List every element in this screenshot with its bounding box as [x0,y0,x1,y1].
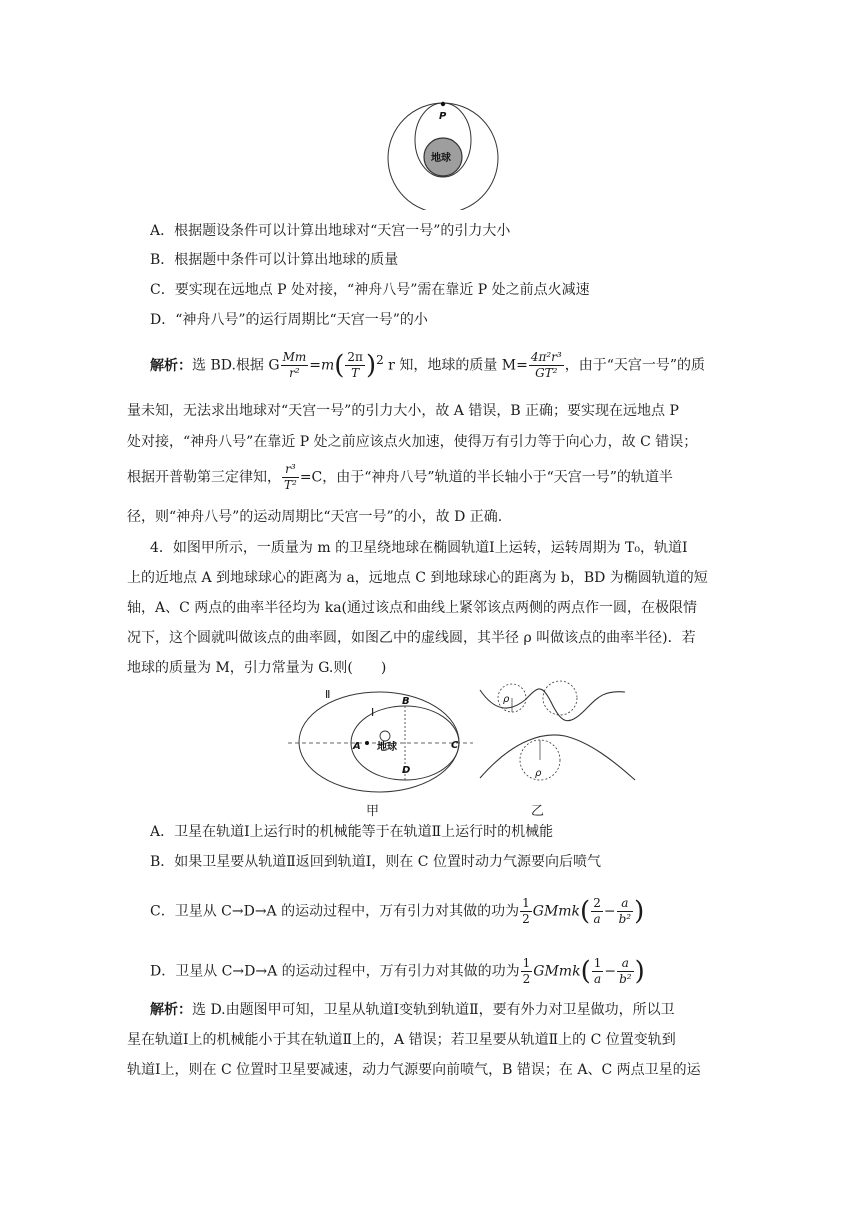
paren-open: ( [334,350,345,381]
fraction-mm-r2: $\frac{Mm}{\text{r²}}$ [282,350,307,381]
fraction-r3-t2: $\frac{\text{r³}}{\text{T²}}$ [284,462,297,492]
paren-close: ) [365,350,377,381]
label-c: C [451,740,459,751]
option-q4-b: B．如果卫星要从轨道Ⅱ返回到轨道Ⅰ，则在 C 位置时动力气源要向后喷气 [150,854,601,870]
question4-line4: 况下，这个圆就叫做该点的曲率圆，如图乙中的虚线圆，其半径 ρ 叫做该点的曲率半径)．若 [127,630,696,646]
gmmk-c: GMmk [532,903,581,920]
label-b: B [402,696,410,707]
option-q3-d: D．“神舟八号”的运行周期比“天宫一号”的小 [150,312,428,328]
exponent-2: 2 [376,353,384,367]
label-d: D [402,765,411,776]
question4-line2: 上的近地点 A 到地球球心的距离为 a，远地点 C 到地球球心的距离为 b，BD 为椭圆轨道的短 [127,570,708,586]
label-a: A [353,741,361,752]
solution-label: 解析： [150,357,192,374]
solution-q3-line5: 径，则“神舟八号”的运动周期比“天宫一号”的小，故 D 正确. [127,509,503,525]
solution-q3-text-b: r 知，地球的质量 M= [383,357,528,374]
fraction-2pi-t: $\frac{2\pi}{T}$ [347,350,363,381]
option-q3-c: C．要实现在远地点 P 处对接，“神舟八号”需在靠近 P 处之前点火减速 [150,282,590,298]
wave-curve [480,689,625,721]
solution-q4-line1 [127,1000,739,1020]
orbit-figure-top [385,100,505,210]
fraction-a-b2-d: $\frac{a}{\text{b²}}$ [619,956,632,986]
fraction-mass: $\frac{\text{4π²r³}}{\text{GT²}}$ [530,350,562,381]
label-rho-1: ρ [503,694,510,705]
figure-yi [475,680,645,790]
question4-line3: 轴，A、C 两点的曲率半径均为 ka(通过该点和曲线上紧邻该点两侧的两点作一圆，在极限情 [127,600,698,616]
paren-close-d: ) [634,956,645,987]
label-ii: Ⅱ [325,688,331,701]
fraction-1-a: $\frac{1}{a}$ [593,956,602,986]
caption-yi: 乙 [531,804,545,819]
label-earth: 地球 [431,153,451,164]
fraction-a-b2-c: $\frac{a}{\text{b²}}$ [618,896,632,926]
paren-close-c: ) [634,896,645,927]
option-q4-d: D．卫星从 C→D→A 的运动过程中，万有引力对其做的功为 $\frac{1}{2}$ GMmk( $\frac{1}{a}$ − $\frac{a}{\text{b²}}$ ) [150,956,645,987]
question4-line1: 4．如图甲所示，一质量为 m 的卫星绕地球在椭圆轨道Ⅰ上运转，运转周期为 T₀，轨道Ⅰ [150,540,688,556]
solution-q3-line4 [127,462,739,493]
paren-open-d: ( [580,956,591,987]
label-earth-q4: 地球 [377,742,397,753]
solution-q3-text-c: ，由于“天宫一号”的质 [564,357,706,374]
label-i: Ⅰ [371,706,375,719]
option-q4-c: C．卫星从 C→D→A 的运动过程中，万有引力对其做的功为 $\frac{1}{2}$ GMmk( $\frac{2}{a}$ − $\frac{a}{\text{b²}}$ ) [150,896,645,927]
solution-q4-line2: 星在轨道Ⅰ上的机械能小于其在轨道Ⅱ上的，A 错误；若卫星要从轨道Ⅱ上的 C 位置变轨到 [127,1032,676,1048]
caption-jia: 甲 [366,804,380,819]
solution-q3-line1 [127,350,739,381]
solution-q4-label: 解析： [150,1002,192,1018]
label-rho-2: ρ [535,768,542,779]
option-q3-b: B．根据题中条件可以计算出地球的质量 [150,252,399,268]
curvature-circle-2 [543,681,577,715]
fraction-half-c: $\frac{1}{2}$ [522,896,530,926]
point-a-dot [365,741,369,745]
earth-small [380,731,390,741]
option-q4-c-text: C．卫星从 C→D→A 的运动过程中，万有引力对其做的功为 [150,903,520,920]
label-p: P [439,111,447,122]
solution-q3-line4-a: 根据开普勒第三定律知， [127,469,281,486]
point-p-dot [441,102,445,106]
option-q4-d-text: D．卫星从 C→D→A 的运动过程中，万有引力对其做的功为 [150,963,520,980]
fraction-half-d: $\frac{1}{2}$ [522,956,531,986]
arch-curve [480,735,635,780]
solution-q4-text-1: 选 D.由题图甲可知，卫星从轨道Ⅰ变轨到轨道Ⅱ，要有外力对卫星做功，所以卫 [192,1002,675,1018]
fraction-2-a: $\frac{2}{a}$ [593,896,601,926]
solution-q3-text-a: 选 BD.根据 G [192,357,280,374]
option-q3-a: A．根据题设条件可以计算出地球对“天宫一号”的引力大小 [150,223,511,239]
gmmk-d: GMmk [533,963,581,980]
figure-jia [285,680,475,795]
solution-q3-line2: 量未知，无法求出地球对“天宫一号”的引力大小，故 A 错误，B 正确；要实现在远地点 P [127,403,679,419]
solution-q3-line3: 处对接，“神舟八号”在靠近 P 处之前应该点火加速，使得万有引力等于向心力，故 C 错误； [127,434,698,450]
solution-q3-line4-b: =C，由于“神舟八号”轨道的半长轴小于“天宫一号”的轨道半 [299,469,673,486]
solution-q4-line3: 轨道Ⅰ上，则在 C 位置时卫星要减速，动力气源要向前喷气，B 错误；在 A、C 两点卫星的运 [127,1062,701,1078]
option-q4-a: A．卫星在轨道Ⅰ上运行时的机械能等于在轨道Ⅱ上运行时的机械能 [150,824,554,840]
solution-q3-eq: =m [309,357,335,374]
question4-line5: 地球的质量为 M，引力常量为 G.则( ) [127,660,387,676]
paren-open-c: ( [580,896,591,927]
